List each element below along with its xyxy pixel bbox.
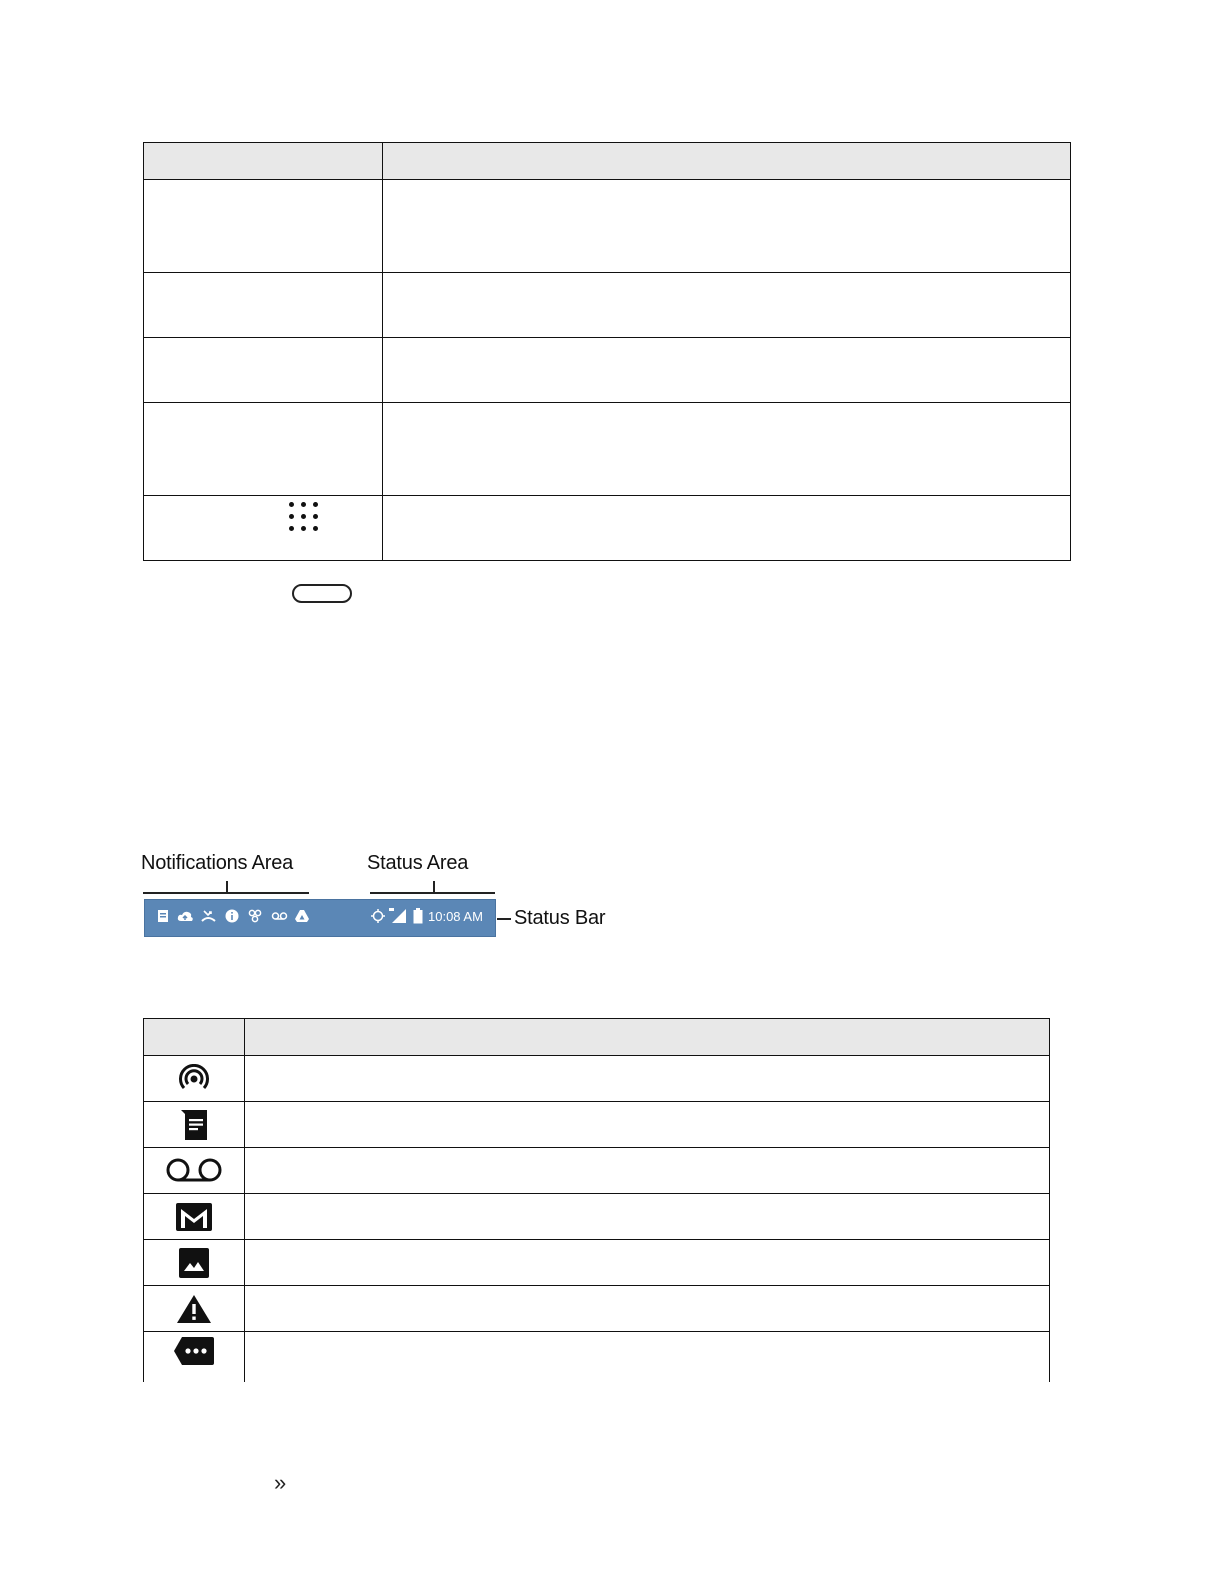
table-cell — [144, 1194, 245, 1240]
table-row — [144, 1240, 1050, 1286]
table-cell — [245, 1286, 1050, 1332]
table-cell — [245, 1148, 1050, 1194]
table-cell — [383, 496, 1071, 561]
battery-icon — [413, 908, 423, 924]
table-row — [144, 273, 1071, 338]
message-icon — [177, 1109, 211, 1141]
voicemail-icon — [271, 909, 288, 923]
table-cell — [144, 180, 383, 273]
home-key-icon — [292, 584, 352, 603]
status-bar-connector — [497, 918, 511, 920]
table-cell — [245, 1102, 1050, 1148]
table-cell — [144, 338, 383, 403]
notification-icons-table — [143, 1018, 1050, 1382]
table-cell — [383, 180, 1071, 273]
apps-grid-icon — [289, 502, 319, 532]
drive-icon — [295, 909, 309, 923]
table-cell — [383, 338, 1071, 403]
status-area-label: Status Area — [367, 852, 469, 874]
table-row — [144, 180, 1071, 273]
table-cell — [144, 496, 383, 561]
header-cell-description — [245, 1019, 1050, 1056]
more-messages-icon — [173, 1336, 215, 1366]
voicemail-icon — [165, 1157, 223, 1185]
notifications-area-label: Notifications Area — [141, 852, 294, 874]
cloud-upload-icon — [177, 909, 194, 923]
table-cell — [245, 1240, 1050, 1286]
header-cell-icon — [144, 1019, 245, 1056]
table-row — [144, 1102, 1050, 1148]
notifications-area-bracket — [143, 892, 309, 894]
table-cell — [245, 1332, 1050, 1383]
table-row — [144, 496, 1071, 561]
chevron-right-icon: » — [274, 1470, 287, 1495]
gmail-icon — [175, 1202, 213, 1232]
table-cell — [245, 1056, 1050, 1102]
sync-icon — [248, 909, 262, 923]
table-row — [144, 1332, 1050, 1383]
table-cell — [144, 1148, 245, 1194]
table-row — [144, 1056, 1050, 1102]
signal-icon — [388, 907, 406, 924]
table-row — [144, 1194, 1050, 1240]
info-icon — [225, 909, 239, 923]
status-area-bracket — [370, 892, 495, 894]
header-cell-description — [383, 143, 1071, 180]
table-cell — [383, 403, 1071, 496]
table-cell — [383, 273, 1071, 338]
table-cell — [144, 1102, 245, 1148]
status-bar-time: 10:08 AM — [428, 909, 483, 924]
missed-call-icon — [200, 909, 217, 923]
table-row — [144, 403, 1071, 496]
features-table — [143, 142, 1071, 561]
table-cell — [144, 1240, 245, 1286]
table-cell — [144, 1332, 245, 1383]
table-cell — [245, 1194, 1050, 1240]
hotspot-icon — [177, 1064, 211, 1094]
news-icon — [156, 909, 170, 923]
warning-icon — [176, 1294, 212, 1324]
table-row — [144, 1148, 1050, 1194]
table-cell — [144, 273, 383, 338]
table-cell — [144, 1056, 245, 1102]
table-header-row — [144, 143, 1071, 180]
picture-icon — [178, 1247, 210, 1279]
table-row — [144, 338, 1071, 403]
table-header-row — [144, 1019, 1050, 1056]
status-bar-label: Status Bar — [514, 907, 606, 929]
header-cell-item — [144, 143, 383, 180]
table-cell — [144, 1286, 245, 1332]
table-row — [144, 1286, 1050, 1332]
table-cell — [144, 403, 383, 496]
location-icon — [371, 909, 385, 923]
